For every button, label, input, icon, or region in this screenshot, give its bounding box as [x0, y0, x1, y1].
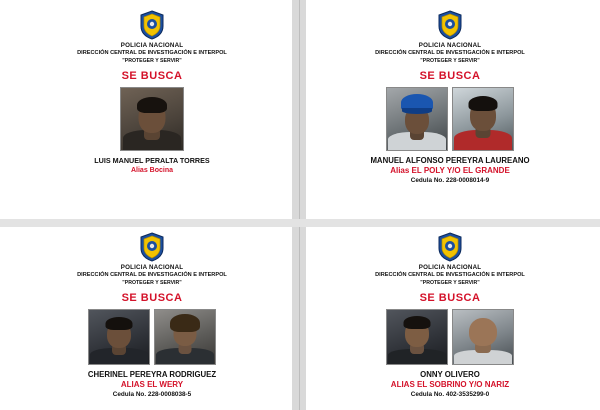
header-line2: DIRECCIÓN CENTRAL DE INVESTIGACIÓN E INTERPOL [77, 272, 227, 278]
crest-container [312, 10, 588, 40]
poster-top-left [18, 6, 286, 219]
police-crest-icon [437, 232, 463, 262]
police-crest-icon [139, 232, 165, 262]
se-busca-banner: SE BUSCA [121, 70, 183, 82]
header-line2: DIRECCIÓN CENTRAL DE INVESTIGACIÓN E INTERPOL [375, 272, 525, 278]
suspect-cedula: Cedula No. 228-0008014-9 [410, 177, 490, 184]
mugshot-photo-left [88, 309, 150, 365]
suspect-alias: Alias Bocina [130, 167, 173, 174]
header-line3: "PROTEGER Y SERVIR" [420, 57, 480, 64]
photo-row [18, 87, 286, 151]
photo-row [312, 87, 588, 151]
photo-row [18, 309, 286, 365]
header-line1: POLICIA NACIONAL [120, 264, 184, 271]
photo-row [312, 309, 588, 365]
header-line3: "PROTEGER Y SERVIR" [420, 279, 480, 286]
suspect-name: LUIS MANUEL PERALTA TORRES [94, 156, 210, 165]
suspect-alias: Alias EL POLY Y/O EL GRANDE [390, 166, 510, 175]
mugshot-photo-right [452, 309, 514, 365]
header-line3: "PROTEGER Y SERVIR" [122, 279, 182, 286]
crest-container [18, 10, 286, 40]
poster-top-right [312, 6, 588, 219]
header-line1: POLICIA NACIONAL [120, 42, 184, 49]
se-busca-banner: SE BUSCA [121, 292, 183, 304]
mugshot-photo-left [386, 309, 448, 365]
se-busca-banner: SE BUSCA [419, 292, 481, 304]
mugshot-photo [120, 87, 184, 151]
police-crest-icon [139, 10, 165, 40]
suspect-name: MANUEL ALFONSO PEREYRA LAUREANO [370, 156, 530, 165]
suspect-name: CHERINEL PEREYRA RODRIGUEZ [87, 370, 217, 379]
suspect-alias: ALIAS EL WERY [120, 380, 184, 389]
suspect-alias: ALIAS EL SOBRINO Y/O NARIZ [390, 380, 510, 389]
header-line2: DIRECCIÓN CENTRAL DE INVESTIGACIÓN E INTERPOL [375, 50, 525, 56]
poster-bottom-right [312, 228, 588, 410]
suspect-cedula: Cedula No. 402-3535299-0 [410, 391, 490, 398]
crest-container [18, 232, 286, 262]
se-busca-banner: SE BUSCA [419, 70, 481, 82]
header-line1: POLICIA NACIONAL [418, 42, 482, 49]
row-divider [0, 219, 600, 227]
crest-container [312, 232, 588, 262]
mugshot-photo-right [154, 309, 216, 365]
column-divider-line [299, 0, 300, 410]
poster-bottom-left [18, 228, 286, 410]
police-crest-icon [437, 10, 463, 40]
mugshot-photo-left [386, 87, 448, 151]
header-line2: DIRECCIÓN CENTRAL DE INVESTIGACIÓN E INTERPOL [77, 50, 227, 56]
header-line1: POLICIA NACIONAL [418, 264, 482, 271]
suspect-name: ONNY OLIVERO [420, 370, 480, 379]
header-line3: "PROTEGER Y SERVIR" [122, 57, 182, 64]
suspect-cedula: Cedula No. 228-0008038-5 [112, 391, 192, 398]
mugshot-photo-right [452, 87, 514, 151]
